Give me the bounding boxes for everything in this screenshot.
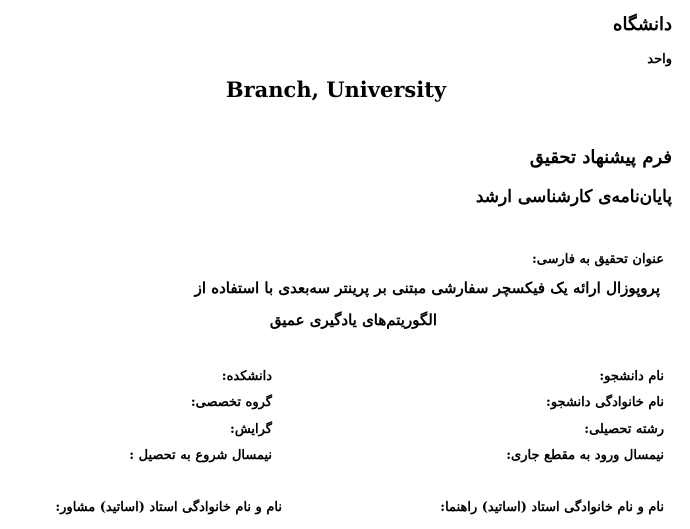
branch-label: واحد: [647, 52, 672, 67]
field-faculty: دانشکده:: [221, 369, 272, 384]
form-title: فرم پیشنهاد تحقیق: [529, 147, 672, 168]
research-title-label: عنوان تحقیق به فارسی:: [531, 252, 664, 267]
field-department: گروه تخصصی:: [190, 395, 272, 410]
field-major: رشته تحصیلی:: [584, 422, 664, 437]
field-student-family-name: نام خانوادگی دانشجو:: [546, 395, 664, 410]
field-start-semester: نیمسال شروع به تحصیل :: [129, 448, 272, 463]
field-student-name: نام دانشجو:: [599, 369, 664, 384]
field-specialization: گرایش:: [230, 422, 272, 437]
university-name: دانشگاه: [613, 14, 672, 35]
research-title-line2: الگوریتم‌های یادگیری عمیق: [269, 311, 437, 329]
field-supervisor: نام و نام خانوادگی استاد (اساتید) راهنما:: [440, 500, 664, 515]
form-subtitle: پایان‌نامه‌ی کارشناسی ارشد: [475, 187, 672, 207]
research-title-line1: پروپوزال ارائه یک فیکسچر سفارشی مبتنی بر پرینتر سه‌بعدی با استفاده از: [194, 279, 660, 297]
branch-university-en: Branch, University: [225, 77, 447, 102]
field-consultant: نام و نام خانوادگی استاد (اساتید) مشاور:: [55, 500, 282, 515]
field-entry-semester: نیمسال ورود به مقطع جاری:: [506, 448, 664, 463]
